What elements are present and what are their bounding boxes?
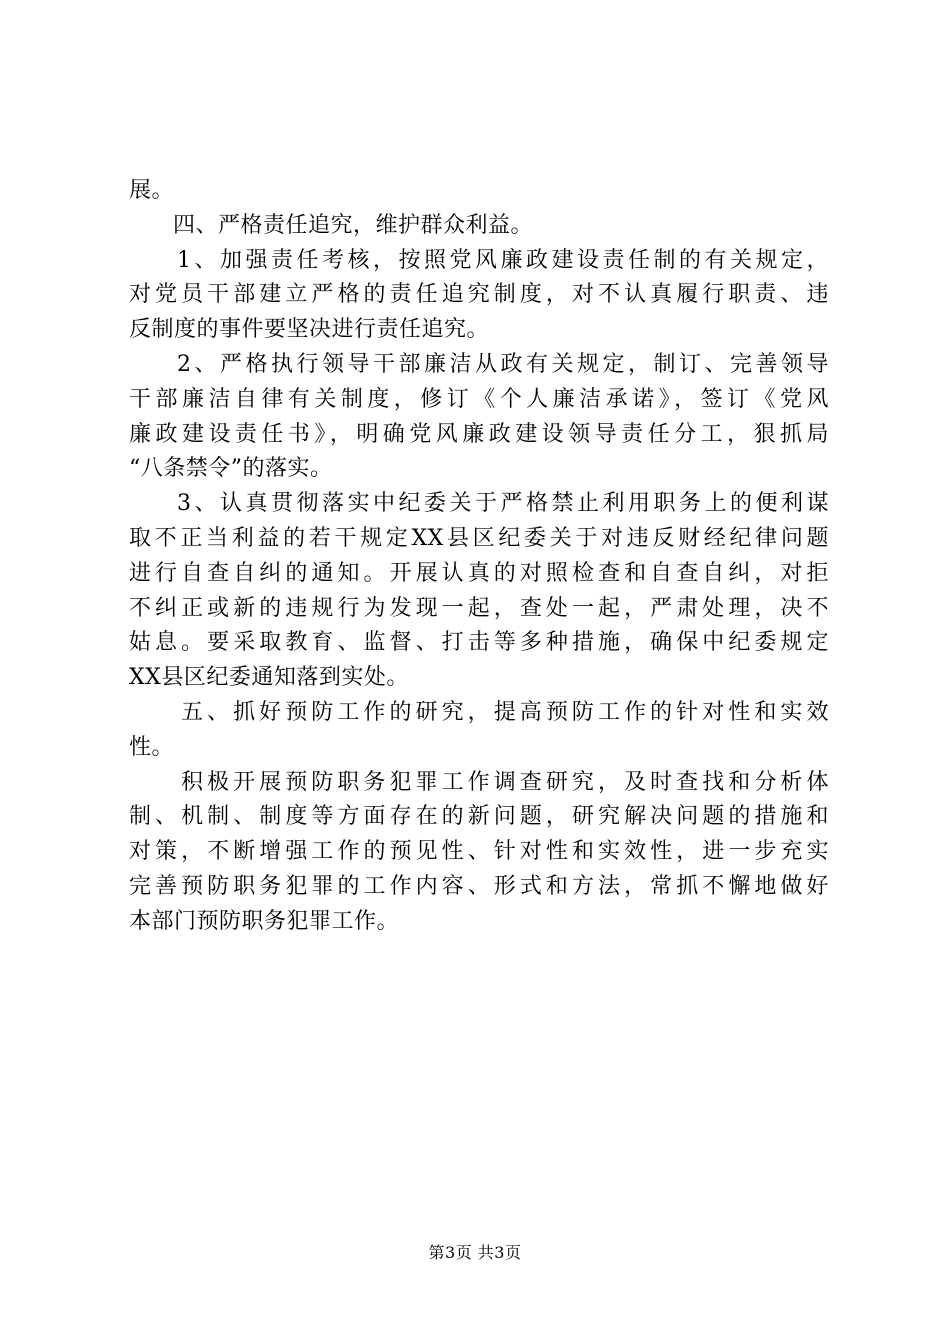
page-number: 第3页 共3页 (428, 1243, 522, 1262)
text-line: 制、机制、制度等方面存在的新问题，研究解决问题的措施和 (129, 804, 829, 830)
text-line: 3、认真贯彻落实中纪委关于严格禁止利用职务上的便利谋 (177, 491, 829, 517)
text-line: 反制度的事件要坚决进行责任追究。 (129, 317, 490, 343)
text-line: 积极开展预防职务犯罪工作调查研究，及时查找和分析体 (181, 769, 829, 795)
document-body (129, 174, 829, 940)
text-line: 1、加强责任考核，按照党风廉政建设责任制的有关规定， (177, 247, 829, 273)
text-line: 本部门预防职务犯罪工作。 (129, 908, 400, 934)
text-line: 廉政建设责任书》，明确党风廉政建设领导责任分工，狠抓局 (129, 421, 829, 447)
text-line: “八条禁令”的落实。 (129, 456, 333, 482)
text-line: 取不正当利益的若干规定XX县区纪委关于对违反财经纪律问题 (129, 525, 829, 551)
text-line: 完善预防职务犯罪的工作内容、形式和方法，常抓不懈地做好 (129, 873, 829, 899)
text-line: 姑息。要采取教育、监督、打击等多种措施，确保中纪委规定 (129, 630, 829, 656)
text-line: 进行自查自纠的通知。开展认真的对照检查和自查自纠，对拒 (129, 560, 829, 586)
text-line: 展。 (129, 178, 175, 203)
text-line: XX县区纪委通知落到实处。 (129, 665, 409, 691)
text-line: 对策，不断增强工作的预见性、针对性和实效性，进一步充实 (129, 839, 829, 865)
text-line: 性。 (129, 734, 175, 760)
text-line: 不纠正或新的违规行为发现一起，查处一起，严肃处理，决不 (129, 595, 829, 621)
text-line: 对党员干部建立严格的责任追究制度，对不认真履行职责、违 (129, 282, 829, 308)
section-heading: 四、严格责任追究，维护群众利益。 (173, 212, 534, 238)
text-line: 干部廉洁自律有关制度，修订《个人廉洁承诺》，签订《党风 (129, 386, 829, 412)
section-heading: 五、抓好预防工作的研究，提高预防工作的针对性和实效 (181, 699, 829, 725)
text-line: 2、严格执行领导干部廉洁从政有关规定，制订、完善领导 (177, 351, 829, 377)
